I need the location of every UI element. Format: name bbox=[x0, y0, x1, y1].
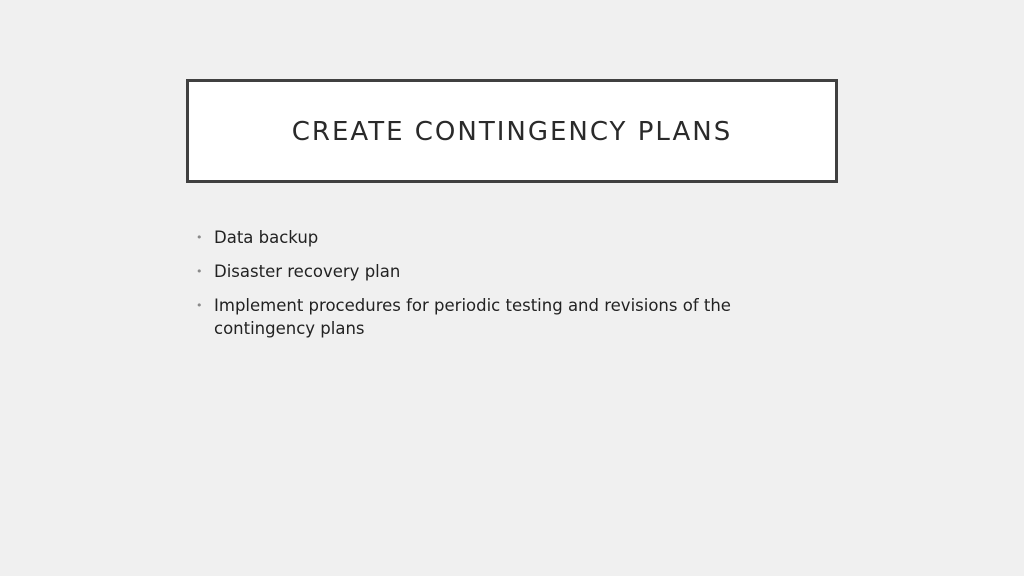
title-box bbox=[186, 79, 838, 183]
bullet-item-procedures bbox=[196, 294, 816, 340]
slide-title: CREATE CONTINGENCY PLANS bbox=[291, 117, 733, 147]
bullet-item-disaster-recovery bbox=[196, 260, 816, 283]
bullet-text: Data backup bbox=[214, 228, 319, 247]
bullet-text: Implement procedures for periodic testing and revisions of the contingency plans bbox=[214, 296, 731, 338]
bullet-list bbox=[196, 226, 816, 351]
bullet-dot-icon: • bbox=[196, 299, 203, 312]
bullet-dot-icon: • bbox=[196, 265, 203, 278]
bullet-dot-icon: • bbox=[196, 231, 203, 244]
bullet-text: Disaster recovery plan bbox=[214, 262, 401, 281]
bullet-item-data-backup bbox=[196, 226, 816, 249]
